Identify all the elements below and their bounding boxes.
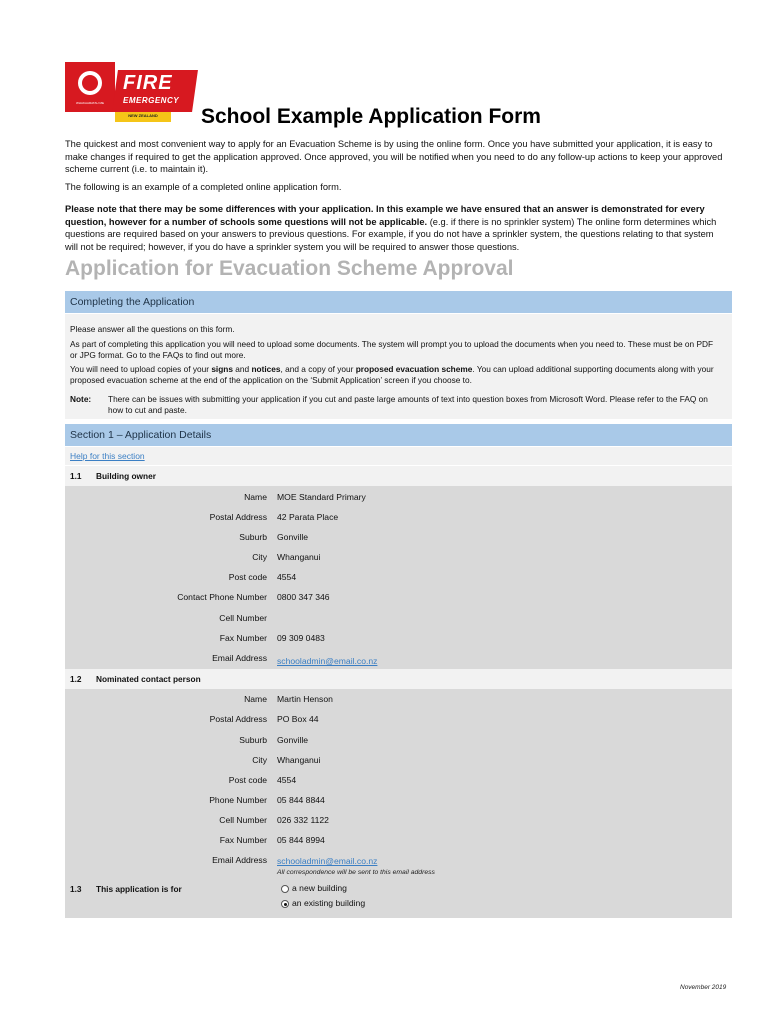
contact-suburb-field[interactable]: Gonville: [277, 735, 309, 745]
contact-postcode-label: Post code: [228, 775, 267, 785]
radio-new-building[interactable]: [281, 885, 289, 893]
form-heading: Application for Evacuation Scheme Approval: [65, 257, 514, 280]
notices-bold: notices: [251, 364, 281, 374]
crest-icon: [78, 71, 102, 95]
owner-city-field[interactable]: Whanganui: [277, 552, 321, 562]
question-number: 1.2: [70, 674, 82, 684]
question-title: Nominated contact person: [96, 674, 201, 684]
section-1-bar: [65, 424, 732, 446]
signs-bold: signs: [211, 364, 233, 374]
owner-suburb-field[interactable]: Gonville: [277, 532, 309, 542]
contact-suburb-label: Suburb: [239, 735, 267, 745]
logo-maori-text: WHAKAARATAU ME: [75, 101, 105, 105]
instruction-line-1: Please answer all the questions on this form.: [70, 324, 235, 334]
owner-suburb-label: Suburb: [239, 532, 267, 542]
question-number: 1.3: [70, 884, 82, 894]
contact-postal-label: Postal Address: [209, 714, 267, 724]
contact-city-label: City: [252, 755, 267, 765]
instruction-line-3: [70, 364, 720, 385]
instruction-text: . You can upload additional supporting documents along with your proposed evacuation scheme at the end of the application on the ‘Submit Application’ screen if you choose to.: [70, 364, 714, 385]
owner-cell-label: Cell Number: [219, 613, 267, 623]
option-new-building-label: a new building: [292, 883, 347, 893]
contact-email-field[interactable]: schooladmin@email.co.nz: [277, 856, 378, 866]
owner-postal-field[interactable]: 42 Parata Place: [277, 512, 339, 522]
owner-postcode-field[interactable]: 4554: [277, 572, 297, 582]
fire-emergency-logo: [65, 62, 195, 124]
contact-phone-field[interactable]: 05 844 8844: [277, 795, 325, 805]
contact-name-label: Name: [244, 694, 267, 704]
question-number: 1.1: [70, 471, 82, 481]
question-1-2-header: [65, 669, 732, 689]
contact-fax-label: Fax Number: [219, 835, 267, 845]
radio-existing-building[interactable]: [281, 900, 289, 908]
contact-cell-label: Cell Number: [219, 815, 267, 825]
note-text: There can be issues with submitting your application if you cut and paste large amounts of text into question boxes from Microsoft Word. Please refer to the FAQ on how to cut and paste.: [108, 394, 708, 415]
completing-section-title: Completing the Application: [70, 296, 195, 308]
section-1-title: Section 1 – Application Details: [70, 429, 212, 441]
instruction-text: , and a copy of your: [280, 364, 356, 374]
instruction-text: You will need to upload copies of your: [70, 364, 212, 374]
contact-email-label: Email Address: [212, 855, 267, 865]
instruction-line-2: As part of completing this application you will need to upload some documents. The system will prompt you to upload the documents when you need to. These must be on PDF or JPG format. Go to the FAQs to find out more.: [70, 339, 714, 360]
page-title: School Example Application Form: [201, 105, 541, 128]
logo-fire-text: FIRE: [123, 72, 173, 94]
completing-section-bar: [65, 291, 732, 313]
contact-name-field[interactable]: Martin Henson: [277, 694, 333, 704]
owner-phone-label: Contact Phone Number: [177, 592, 267, 602]
logo-crest-panel: [65, 62, 115, 112]
owner-fax-field[interactable]: 09 309 0483: [277, 633, 325, 643]
contact-fax-field[interactable]: 05 844 8994: [277, 835, 325, 845]
owner-postal-label: Postal Address: [209, 512, 267, 522]
contact-postcode-field[interactable]: 4554: [277, 775, 297, 785]
help-link[interactable]: Help for this section: [70, 451, 145, 461]
owner-city-label: City: [252, 552, 267, 562]
question-1-1-header: [65, 466, 732, 486]
contact-postal-field[interactable]: PO Box 44: [277, 714, 319, 724]
differences-text: (e.g. if there is no sprinkler system) The online form determines which questions are required based on your answers to previous questions. For example, if you do not have a sprinkler system, the questions relating to that system will not be required; however, if you do have a sprinkler system you will be required to answer those questions.: [65, 216, 717, 252]
logo-emergency-text: EMERGENCY: [123, 96, 180, 105]
instruction-text: and: [232, 364, 252, 374]
intro-paragraph: The quickest and most convenient way to apply for an Evacuation Scheme is by using the online form. Once you have submitted your application, it is easy to make changes if required to get the application approved. Once approved, you will be notified when you need to do any follow-up actions to keep your approved scheme current (i.e. to maintain it).: [65, 139, 723, 174]
owner-name-field[interactable]: MOE Standard Primary: [277, 492, 366, 502]
logo-country-text: NEW ZEALAND: [128, 113, 158, 118]
intro-differences-note: [65, 203, 725, 253]
option-new-building[interactable]: [281, 883, 401, 895]
footer-date: November 2019: [680, 984, 727, 991]
contact-phone-label: Phone Number: [209, 795, 267, 805]
note-label: Note:: [70, 394, 92, 404]
question-title: This application is for: [96, 884, 182, 894]
scheme-bold: proposed evacuation scheme: [355, 364, 473, 374]
question-title: Building owner: [96, 471, 156, 481]
contact-city-field[interactable]: Whanganui: [277, 755, 321, 765]
owner-name-label: Name: [244, 492, 267, 502]
owner-email-field[interactable]: schooladmin@email.co.nz: [277, 656, 378, 666]
option-existing-building-label: an existing building: [292, 898, 366, 908]
option-existing-building[interactable]: [281, 898, 401, 910]
correspondence-hint: All correspondence will be sent to this email address: [277, 869, 435, 876]
intro-example-note: The following is an example of a completed online application form.: [65, 182, 342, 192]
contact-cell-field[interactable]: 026 332 1122: [277, 815, 329, 825]
owner-fax-label: Fax Number: [219, 633, 267, 643]
owner-phone-field[interactable]: 0800 347 346: [277, 592, 330, 602]
owner-postcode-label: Post code: [228, 572, 267, 582]
differences-bold-text: Please note that there may be some differences with your application. In this example we have ensured that an answer is demonstrated for every question, however for a number of schools some questions will not be applicable.: [65, 204, 705, 227]
owner-email-label: Email Address: [212, 653, 267, 663]
help-row: [65, 447, 732, 465]
